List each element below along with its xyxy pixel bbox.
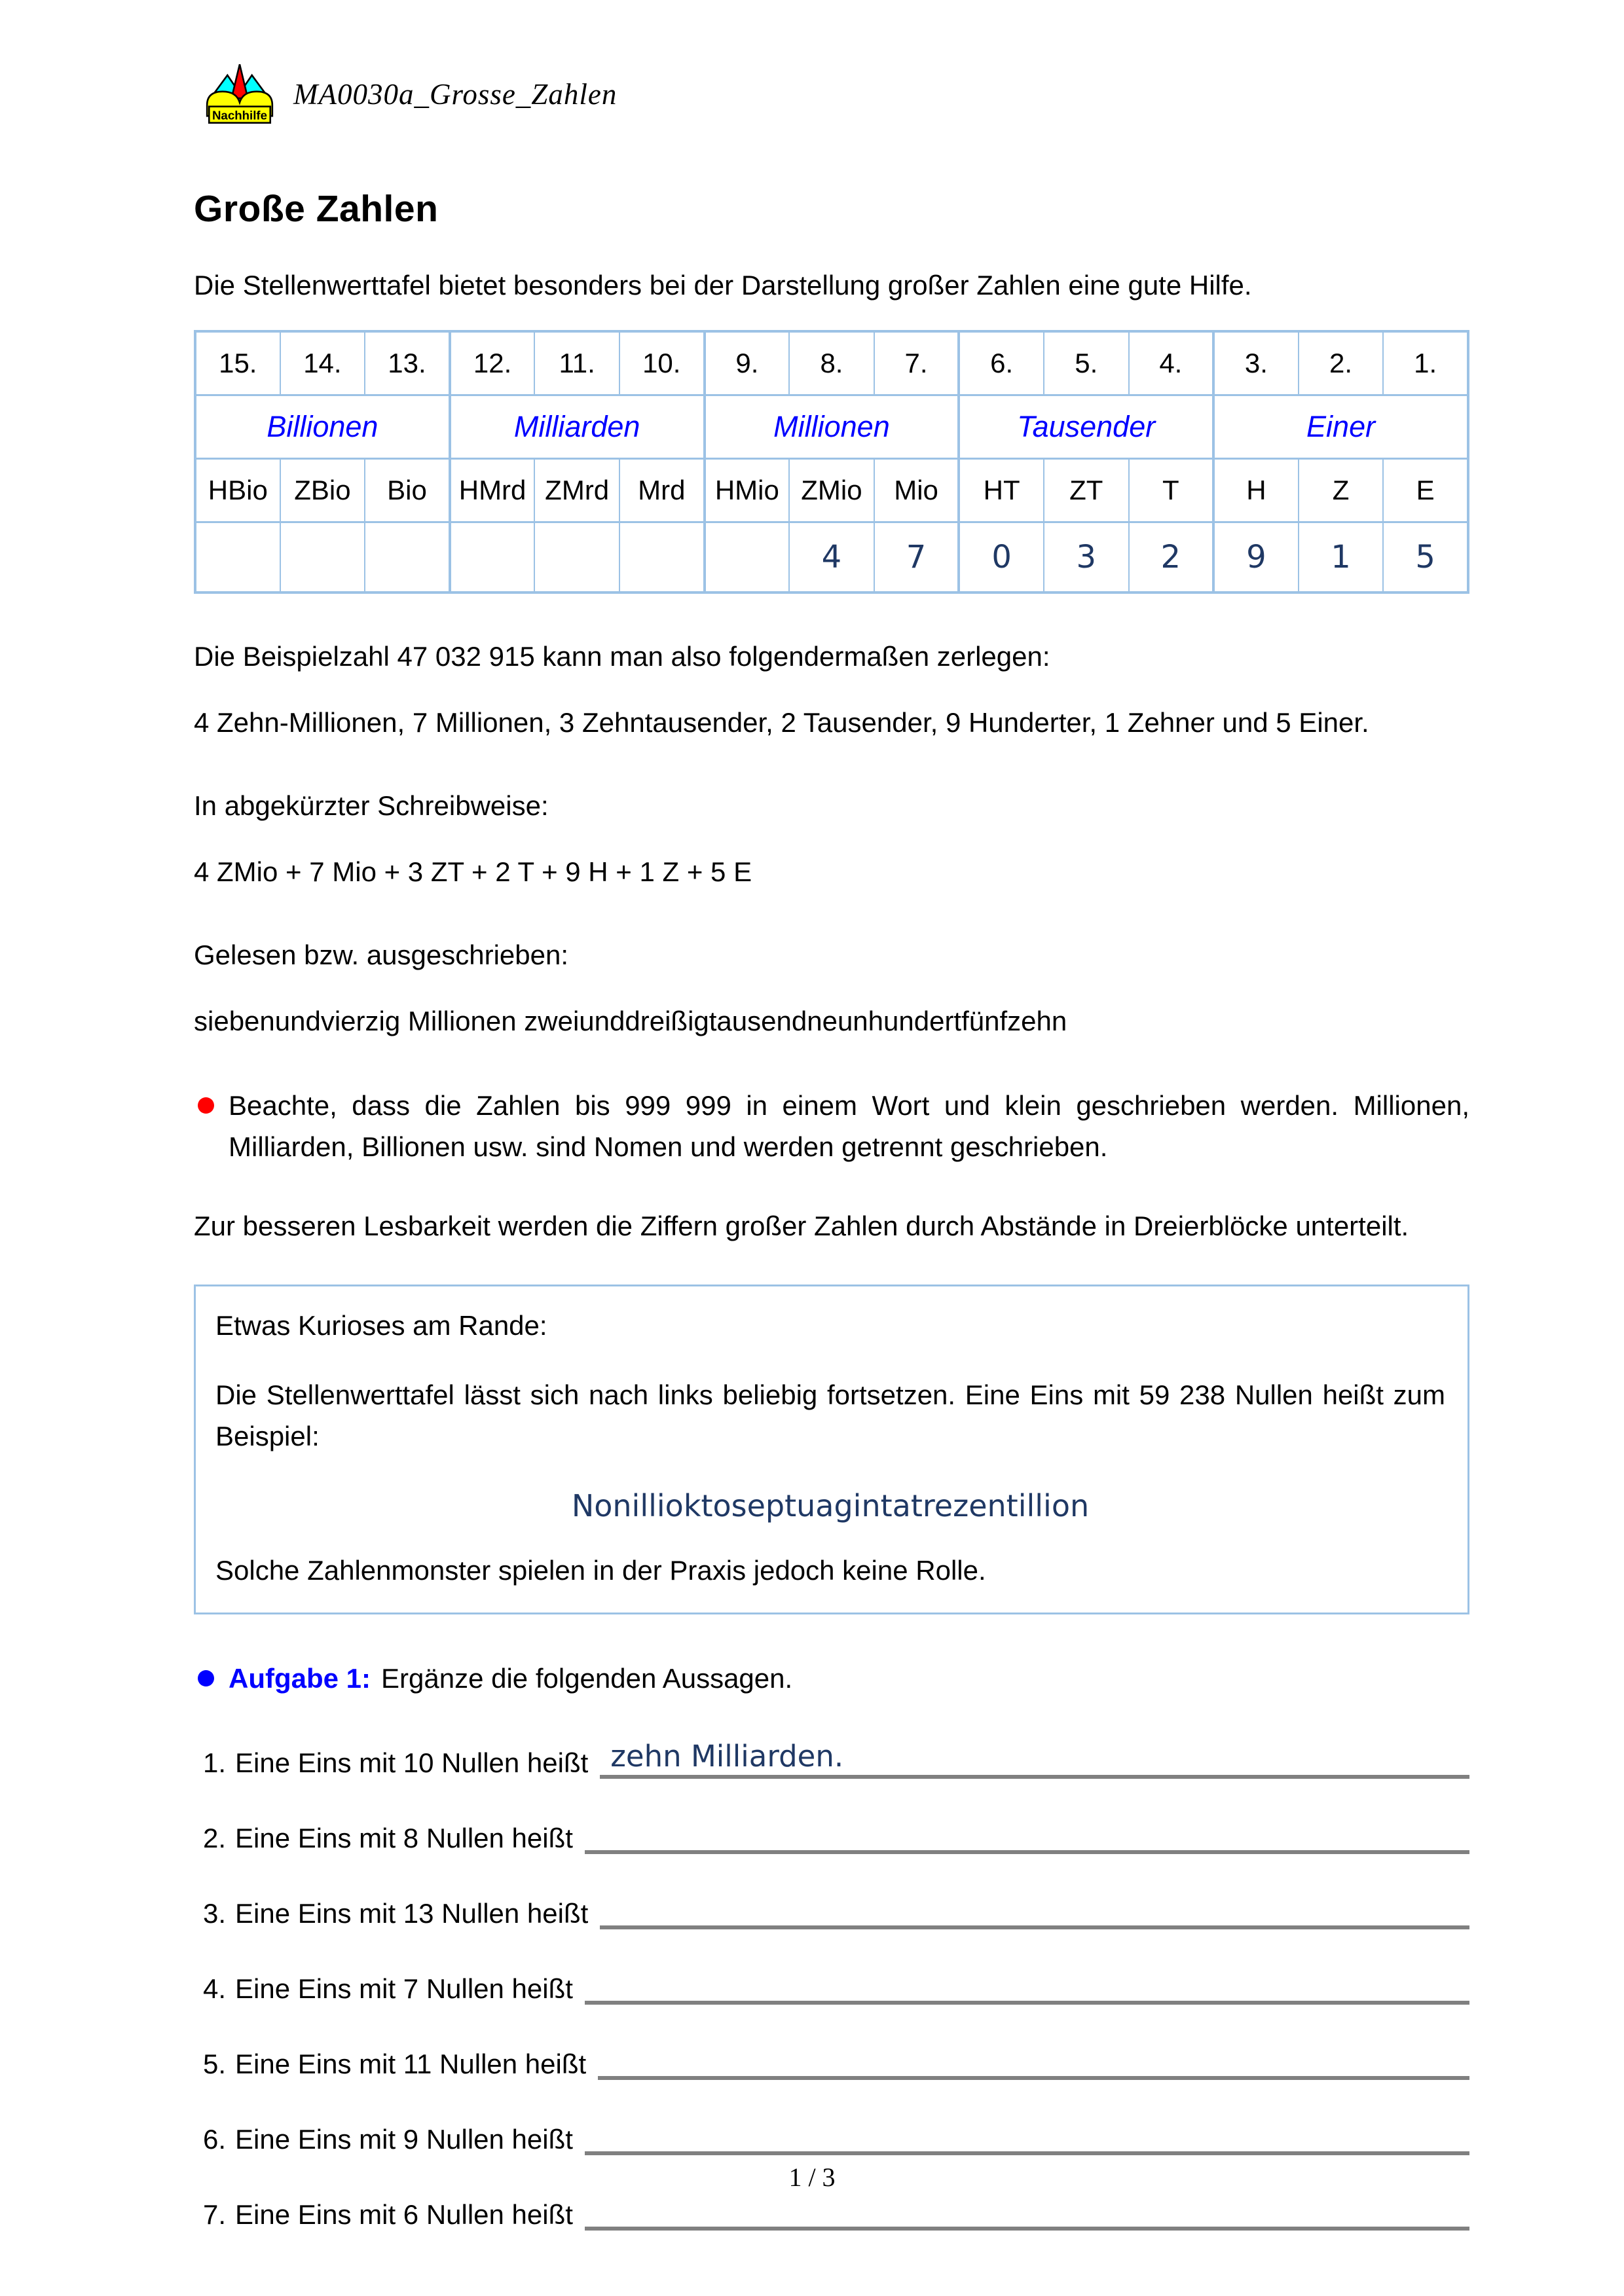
- answer-line: [598, 2039, 1469, 2080]
- item-prompt: Eine Eins mit 7 Nullen heißt: [235, 1973, 573, 2004]
- answer-line: [600, 1889, 1469, 1929]
- table-cell-digit: 9: [1213, 522, 1299, 593]
- table-cell-group: Einer: [1213, 395, 1468, 459]
- task-header: [194, 1658, 1469, 1699]
- abbrev-formula: 4 ZMio + 7 Mio + 3 ZT + 2 T + 9 H + 1 Z + 5 E: [194, 856, 752, 887]
- task-item: [203, 2190, 1469, 2231]
- item-number: 2.: [203, 1823, 227, 1853]
- table-cell-abbr: Mrd: [619, 459, 705, 522]
- table-cell-digit: [280, 522, 365, 593]
- table-cell-digit: 1: [1299, 522, 1384, 593]
- task-item: [203, 1738, 1469, 1779]
- intro-paragraph: Die Stellenwerttafel bietet besonders bei der Darstellung großer Zahlen eine gute Hilfe.: [194, 270, 1252, 301]
- note-paragraph: [194, 1085, 1469, 1167]
- table-cell-abbr: HBio: [195, 459, 280, 522]
- table-cell-abbr: E: [1383, 459, 1468, 522]
- task-instruction: Ergänze die folgenden Aussagen.: [381, 1663, 793, 1694]
- page-title: Große Zahlen: [194, 188, 439, 230]
- table-cell-position: 14.: [280, 331, 365, 395]
- table-cell-abbr: H: [1213, 459, 1299, 522]
- readability-text: Zur besseren Lesbarkeit werden die Ziffern großer Zahlen durch Abstände in Dreierblöcke unterteilt.: [194, 1211, 1409, 1241]
- item-prompt: Eine Eins mit 11 Nullen heißt: [235, 2049, 587, 2079]
- table-cell-abbr: ZBio: [280, 459, 365, 522]
- item-prompt: Eine Eins mit 9 Nullen heißt: [235, 2124, 573, 2155]
- table-cell-digit: 5: [1383, 522, 1468, 593]
- task-item: [203, 1813, 1469, 1854]
- note-text: Beachte, dass die Zahlen bis 999 999 in einem Wort und klein geschrieben werden. Millionen, Milliarden, Billionen usw. sind Nomen und werden getrennt geschrieben.: [229, 1090, 1469, 1162]
- item-number: 5.: [203, 2049, 227, 2079]
- table-cell-abbr: Mio: [874, 459, 959, 522]
- answer-text: [598, 2075, 608, 2076]
- table-cell-position: 12.: [450, 331, 535, 395]
- table-cell-position: 13.: [365, 331, 450, 395]
- table-cell-digit: [534, 522, 619, 593]
- abbrev-label: In abgekürzter Schreibweise:: [194, 790, 549, 821]
- table-cell-position: 2.: [1299, 331, 1384, 395]
- table-cell-position: 11.: [534, 331, 619, 395]
- answer-line: [585, 2190, 1469, 2231]
- item-number: 7.: [203, 2199, 227, 2230]
- item-prompt: Eine Eins mit 13 Nullen heißt: [235, 1898, 589, 1929]
- item-number: 6.: [203, 2124, 227, 2155]
- table-cell-abbr: T: [1129, 459, 1214, 522]
- logo-label: Nachhilfe: [212, 108, 268, 122]
- table-cell-digit: [619, 522, 705, 593]
- table-cell-group: Millionen: [705, 395, 959, 459]
- page-number: 1 / 3: [788, 2162, 836, 2192]
- answer-text: [585, 2225, 595, 2227]
- table-cell-position: 3.: [1213, 331, 1299, 395]
- table-cell-digit: [195, 522, 280, 593]
- item-prompt: Eine Eins mit 6 Nullen heißt: [235, 2199, 573, 2230]
- decompose-intro: Die Beispielzahl 47 032 915 kann man also folgendermaßen zerlegen:: [194, 641, 1050, 672]
- digits-row: [195, 522, 1468, 593]
- table-cell-position: 15.: [195, 331, 280, 395]
- table-cell-digit: 4: [789, 522, 874, 593]
- table-cell-digit: [365, 522, 450, 593]
- box-closing: Solche Zahlenmonster spielen in der Praxis jedoch keine Rolle.: [215, 1555, 986, 1586]
- positions-row: [195, 331, 1468, 395]
- item-number: 4.: [203, 1973, 227, 2004]
- table-cell-position: 9.: [705, 331, 790, 395]
- place-value-table: [194, 330, 1469, 594]
- table-cell-position: 8.: [789, 331, 874, 395]
- table-cell-abbr: ZMio: [789, 459, 874, 522]
- table-cell-position: 5.: [1044, 331, 1129, 395]
- answer-line: [585, 1813, 1469, 1854]
- doc-header: [204, 63, 1469, 126]
- table-cell-digit: 2: [1129, 522, 1214, 593]
- page-content: [194, 0, 1469, 2231]
- groups-row: [195, 395, 1468, 459]
- answer-text: [585, 2150, 595, 2151]
- task-item: [203, 1889, 1469, 1929]
- decomposition-text: 4 Zehn-Millionen, 7 Millionen, 3 Zehntausender, 2 Tausender, 9 Hunderter, 1 Zehner und 5 Einer.: [194, 707, 1369, 738]
- table-cell-digit: [705, 522, 790, 593]
- answer-line: [585, 2115, 1469, 2155]
- table-cell-group: Milliarden: [450, 395, 705, 459]
- table-cell-position: 4.: [1129, 331, 1214, 395]
- item-prompt: Eine Eins mit 10 Nullen heißt: [235, 1747, 589, 1778]
- item-prompt: Eine Eins mit 8 Nullen heißt: [235, 1823, 573, 1853]
- table-cell-abbr: Bio: [365, 459, 450, 522]
- answer-line: [585, 1964, 1469, 2005]
- table-cell-abbr: HMio: [705, 459, 790, 522]
- answer-text: zehn Milliarden.: [610, 1739, 844, 1774]
- task-item: [203, 2039, 1469, 2080]
- task-items: [194, 1738, 1469, 2231]
- answer-text: [585, 1999, 595, 2001]
- table-cell-digit: 0: [959, 522, 1044, 593]
- task-item: [203, 2115, 1469, 2155]
- doc-code: MA0030a_Grosse_Zahlen: [293, 78, 618, 111]
- item-number: 1.: [203, 1747, 227, 1778]
- table-cell-position: 10.: [619, 331, 705, 395]
- box-body: Die Stellenwerttafel lässt sich nach links beliebig fortsetzen. Eine Eins mit 59 238 Nullen heißt zum Beispiel:: [215, 1379, 1445, 1451]
- table-cell-digit: 3: [1044, 522, 1129, 593]
- table-cell-digit: [450, 522, 535, 593]
- table-cell-abbr: ZT: [1044, 459, 1129, 522]
- answer-text: [585, 1849, 595, 1850]
- red-dot-icon: [198, 1097, 214, 1114]
- table-cell-group: Billionen: [195, 395, 450, 459]
- task-label: Aufgabe 1:: [229, 1663, 371, 1694]
- read-label: Gelesen bzw. ausgeschrieben:: [194, 939, 569, 970]
- read-text: siebenundvierzig Millionen zweiunddreißigtausendneunhundertfünfzehn: [194, 1006, 1067, 1036]
- monster-number-name: Nonillioktoseptuagintatrezentillion: [571, 1488, 1090, 1523]
- table-cell-abbr: HT: [959, 459, 1044, 522]
- table-cell-group: Tausender: [959, 395, 1213, 459]
- answer-line: [600, 1738, 1469, 1779]
- table-cell-digit: 7: [874, 522, 959, 593]
- answer-text: [600, 1924, 610, 1925]
- blue-dot-icon: [198, 1670, 214, 1686]
- nachhilfe-logo-icon: [204, 63, 275, 126]
- curiosity-box: [194, 1285, 1469, 1614]
- abbrs-row: [195, 459, 1468, 522]
- table-cell-position: 7.: [874, 331, 959, 395]
- table-cell-abbr: ZMrd: [534, 459, 619, 522]
- task-header-text: [229, 1658, 1469, 1699]
- table-cell-abbr: Z: [1299, 459, 1384, 522]
- task-item: [203, 1964, 1469, 2005]
- box-title: Etwas Kurioses am Rande:: [215, 1310, 547, 1341]
- table-cell-position: 6.: [959, 331, 1044, 395]
- table-cell-abbr: HMrd: [450, 459, 535, 522]
- table-cell-position: 1.: [1383, 331, 1468, 395]
- item-number: 3.: [203, 1898, 227, 1929]
